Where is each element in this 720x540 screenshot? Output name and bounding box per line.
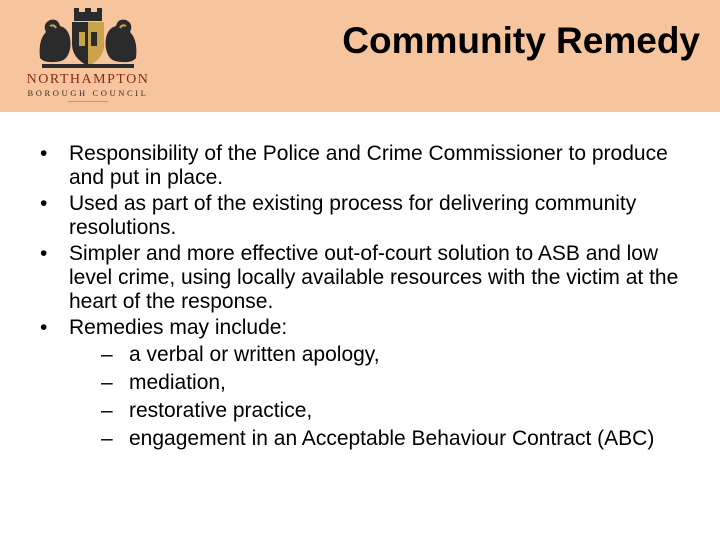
sub-item-text: mediation,	[129, 371, 226, 394]
bullet-text: Used as part of the existing process for delivering community resolutions.	[69, 192, 637, 239]
bullet-item	[40, 316, 700, 451]
council-logo	[18, 6, 158, 102]
logo-subtitle: BOROUGH COUNCIL	[27, 88, 149, 98]
header-band	[0, 0, 720, 112]
bullet-icon: •	[40, 142, 48, 165]
bullet-icon: •	[40, 192, 48, 215]
bullet-item	[40, 242, 700, 314]
dash-icon: –	[101, 371, 113, 394]
bullet-text: Simpler and more effective out-of-court solution to ASB and low level crime, using locally available resources with the victim at the heart of the response.	[69, 242, 679, 313]
sub-item-text: restorative practice,	[129, 399, 313, 422]
sub-item	[101, 427, 700, 451]
bullet-list	[40, 142, 700, 451]
sub-item-text: a verbal or written apology,	[129, 343, 380, 366]
sub-item-text: engagement in an Acceptable Behaviour Contract (ABC)	[129, 427, 655, 450]
slide-title: Community Remedy	[342, 20, 700, 61]
bullet-item	[40, 142, 700, 190]
slide-content	[40, 142, 700, 455]
bullet-item	[40, 192, 700, 240]
dash-icon: –	[101, 399, 113, 422]
bullet-text: Responsibility of the Police and Crime Commissioner to produce and put in place.	[69, 142, 668, 189]
sub-item	[101, 371, 700, 395]
bullet-icon: •	[40, 242, 48, 265]
dash-icon: –	[101, 427, 113, 450]
bullet-icon: •	[40, 316, 48, 339]
logo-divider	[68, 101, 108, 102]
sub-list	[69, 343, 700, 451]
logo-name: NORTHAMPTON	[26, 72, 150, 87]
coat-of-arms-icon	[32, 6, 144, 70]
sub-item	[101, 399, 700, 423]
sub-item	[101, 343, 700, 367]
bullet-text: Remedies may include:	[69, 316, 288, 339]
dash-icon: –	[101, 343, 113, 366]
